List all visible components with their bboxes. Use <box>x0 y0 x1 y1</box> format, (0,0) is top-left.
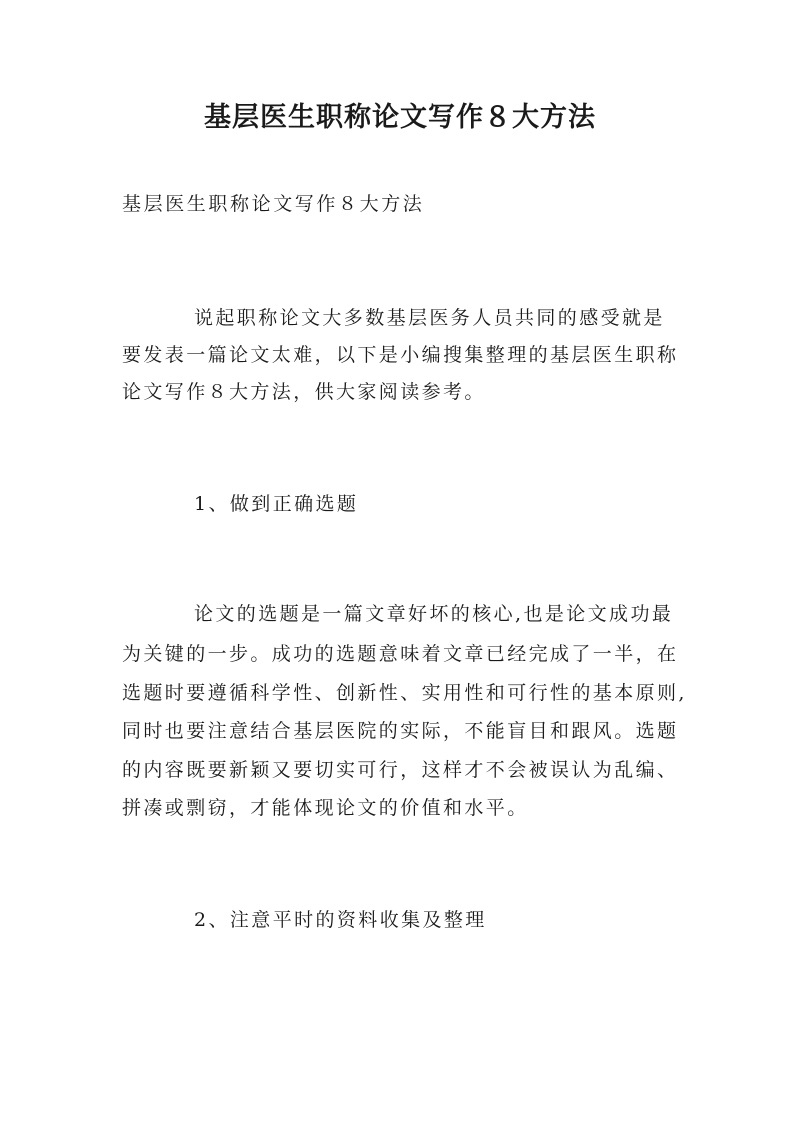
section-heading-1: 1、做到正确选题 <box>194 493 359 515</box>
intro-paragraph-line: 说起职称论文大多数基层医务人员共同的感受就是 <box>194 307 665 329</box>
intro-paragraph-line: 论文写作８大方法，供大家阅读参考。 <box>122 381 486 403</box>
section1-paragraph-line: 拼凑或剽窃，才能体现论文的价值和水平。 <box>122 797 529 819</box>
section1-paragraph-line: 的内容既要新颖又要切实可行，这样才不会被误认为乱编、 <box>122 759 679 781</box>
section-heading-2: 2、注意平时的资料收集及整理 <box>194 909 487 931</box>
document-subtitle: 基层医生职称论文写作８大方法 <box>122 193 425 215</box>
section1-paragraph-line: 同时也要注意结合基层医院的实际，不能盲目和跟风。选题 <box>122 720 679 742</box>
section1-paragraph-line: 为关键的一步。成功的选题意味着文章已经完成了一半，在 <box>122 643 679 665</box>
section1-paragraph-line: 选题时要遵循科学性、创新性、实用性和可行性的基本原则, <box>122 682 687 704</box>
intro-paragraph-line: 要发表一篇论文太难，以下是小编搜集整理的基层医生职称 <box>122 344 679 366</box>
section1-paragraph-line: 论文的选题是一篇文章好坏的核心,也是论文成功最 <box>194 603 674 625</box>
document-title: 基层医生职称论文写作８大方法 <box>204 102 596 133</box>
